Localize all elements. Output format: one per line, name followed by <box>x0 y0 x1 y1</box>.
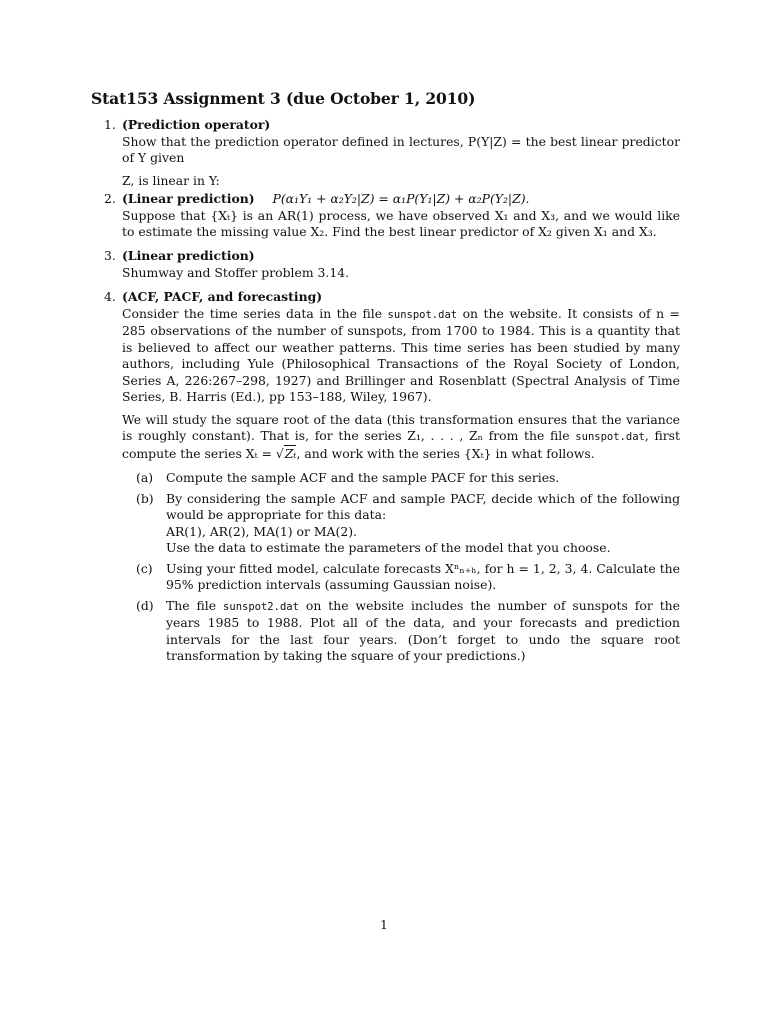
problem-number: 4. <box>104 289 116 304</box>
file-name: sunspot.dat <box>387 308 458 321</box>
sub-question-text: Using your fitted model, calculate forecasts Xⁿₙ₊ₕ, for h = 1, 2, 3, 4. Calculate the 95% prediction intervals (assuming Gaussian noise). <box>166 560 680 592</box>
problem-heading: (Linear prediction) <box>122 191 255 206</box>
paragraph-text: , first compute the series Xₜ = <box>122 428 680 461</box>
sub-question-text: Use the data to estimate the parameters of the model that you choose. <box>166 540 611 555</box>
linearity-equation: P(α₁Y₁ + α₂Y₂|Z) = α₁P(Y₁|Z) + α₂P(Y₂|Z). <box>272 191 530 206</box>
file-name: sunspot.dat <box>575 431 645 443</box>
paragraph-text: , and work with the series {Xₜ} in what follows. <box>296 445 595 461</box>
sub-question-a <box>136 470 680 487</box>
paragraph-text: We will study the square root of the data (this transformation ensures that the variance is roughly constant). That is, for the series Z₁, . . . , Zₙ from the file <box>122 411 680 443</box>
problem-text: Shumway and Stoffer problem 3.14. <box>122 264 350 280</box>
problem-text: Suppose that {Xₜ} is an AR(1) process, we have observed X₁ and X₃, and we would like to estimate the missing value X₂. Find the best linear predictor of X₂ given X₁ and X₃. <box>122 207 680 239</box>
problem-3 <box>104 248 680 281</box>
sub-question-label: (c) <box>136 560 153 576</box>
problem-text-line: Show that the prediction operator defined in lectures, P(Y|Z) = the best linear predictor of Y given <box>122 133 680 165</box>
file-name: sunspot2.dat <box>223 600 299 613</box>
sub-question-c <box>136 561 680 594</box>
sub-question-list <box>122 470 680 665</box>
sqrt-radicand: Zₜ <box>284 445 297 461</box>
assignment-title: Stat153 Assignment 3 (due October 1, 2010) <box>91 89 476 108</box>
model-options: AR(1), AR(2), MA(1) or MA(2). <box>166 523 357 539</box>
sunspot-intro-paragraph <box>122 306 680 406</box>
problem-4 <box>104 289 680 669</box>
sub-question-text: on the website includes the number of sunspots for the years 1985 to 1988. Plot all of the data, and your forecasts and prediction intervals for the last four years. (Don’t forget to undo the square root transformation by taking the square of your predictions.) <box>166 597 680 663</box>
problem-number: 2. <box>104 191 116 206</box>
problem-heading: (ACF, PACF, and forecasting) <box>122 289 323 304</box>
transformation-paragraph <box>122 412 680 463</box>
problem-number: 3. <box>104 248 116 263</box>
sub-question-text: By considering the sample ACF and sample PACF, decide which of the following would be appropriate for this data: <box>166 490 680 522</box>
sub-question-label: (a) <box>136 470 154 485</box>
sub-question-label: (d) <box>136 597 154 613</box>
paragraph-text: on the website. It consists of n = 285 observations of the number of sunspots, from 1700 to 1984. This is a quantity that is believed to affect our weather patterns. This time series has been studied by many authors, including Yule (Philosophical Transactions of the Royal Society of London, Series A, 226:267–298, 1927) and Brillinger and Rosenblatt (Spectral Analysis of Time Series, B. Harris (Ed.), pp 153–188, Wiley, 1967). <box>122 305 680 404</box>
sqrt-symbol: √ <box>275 445 284 461</box>
sub-question-b <box>136 491 680 557</box>
problem-number: 1. <box>104 117 116 132</box>
sub-question-label: (b) <box>136 490 154 506</box>
problem-text-line: Z, is linear in Y: <box>122 172 220 188</box>
problem-heading: (Prediction operator) <box>122 117 271 132</box>
problem-heading: (Linear prediction) <box>122 248 255 263</box>
sub-question-d <box>136 598 680 665</box>
sub-question-text: The file <box>166 597 224 613</box>
paragraph-text: Consider the time series data in the file <box>122 305 388 321</box>
page-number: 1 <box>380 917 388 932</box>
problem-2 <box>104 191 680 241</box>
sub-question-text: Compute the sample ACF and the sample PACF for this series. <box>166 470 560 485</box>
